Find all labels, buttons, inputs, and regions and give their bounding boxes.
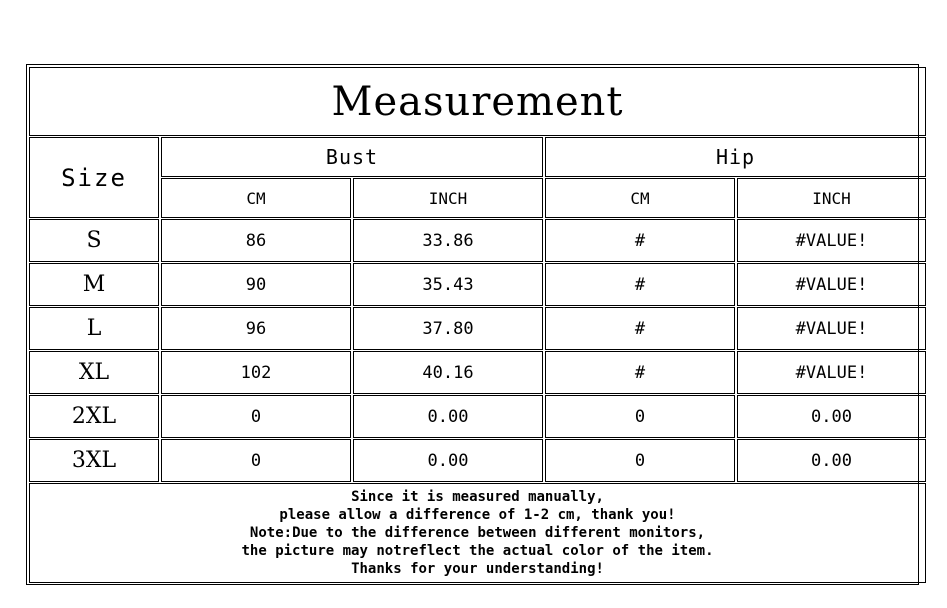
hip-group-header: Hip [545,137,926,177]
size-cell: XL [29,351,159,394]
size-cell: M [29,263,159,306]
hip-cm-cell: 0 [545,439,735,482]
bust-cm-cell: 0 [161,439,351,482]
bust-inch-cell: 37.80 [353,307,543,350]
note-line: Thanks for your understanding! [351,561,604,577]
hip-inch-cell: #VALUE! [737,263,926,306]
measurement-note [29,483,926,583]
bust-cm-header: CM [161,178,351,218]
note-line: please allow a difference of 1-2 cm, thank you! [279,507,676,523]
bust-inch-cell: 0.00 [353,395,543,438]
bust-inch-header: INCH [353,178,543,218]
bust-inch-cell: 33.86 [353,219,543,262]
hip-cm-cell: # [545,263,735,306]
size-cell: L [29,307,159,350]
hip-cm-cell: 0 [545,395,735,438]
page-title: Measurement [29,67,926,136]
note-line: Since it is measured manually, [351,489,604,505]
measurement-chart [26,64,919,585]
hip-inch-cell: 0.00 [737,439,926,482]
bust-cm-cell: 0 [161,395,351,438]
bust-group-header: Bust [161,137,543,177]
hip-cm-cell: # [545,307,735,350]
bust-cm-cell: 96 [161,307,351,350]
hip-cm-cell: # [545,351,735,394]
size-cell: 3XL [29,439,159,482]
bust-cm-cell: 90 [161,263,351,306]
hip-cm-header: CM [545,178,735,218]
hip-inch-cell: 0.00 [737,395,926,438]
note-line: Note:Due to the difference between different monitors, [249,525,706,541]
bust-inch-cell: 40.16 [353,351,543,394]
hip-cm-cell: # [545,219,735,262]
bust-inch-cell: 0.00 [353,439,543,482]
bust-cm-cell: 102 [161,351,351,394]
hip-inch-header: INCH [737,178,926,218]
bust-inch-cell: 35.43 [353,263,543,306]
hip-inch-cell: #VALUE! [737,307,926,350]
note-line: the picture may notreflect the actual color of the item. [241,543,714,559]
hip-inch-cell: #VALUE! [737,351,926,394]
size-cell: S [29,219,159,262]
measurement-table [29,67,916,582]
size-cell: 2XL [29,395,159,438]
hip-inch-cell: #VALUE! [737,219,926,262]
size-column-header: Size [29,137,159,218]
bust-cm-cell: 86 [161,219,351,262]
